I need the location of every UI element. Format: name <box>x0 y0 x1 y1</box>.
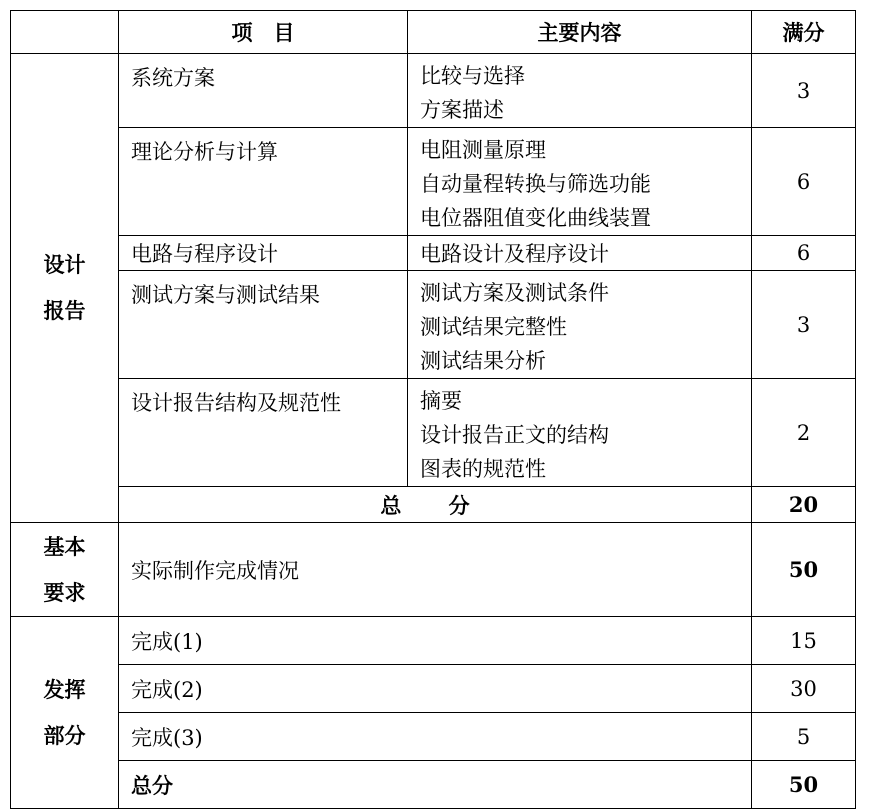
item-cell: 电路与程序设计 <box>119 236 408 271</box>
table-row <box>11 523 856 617</box>
content-line: 方案描述 <box>420 98 504 122</box>
category-extension <box>11 617 119 809</box>
score-cell: 3 <box>752 271 856 379</box>
score-cell: 6 <box>752 128 856 236</box>
score-cell: 30 <box>752 665 856 713</box>
content-cell <box>408 271 752 379</box>
category-line: 报告 <box>43 298 86 323</box>
content-line: 测试结果完整性 <box>420 315 567 339</box>
table-row <box>11 379 856 487</box>
header-content: 主要内容 <box>408 11 752 54</box>
header-item: 项 目 <box>119 11 408 54</box>
total-label: 总分 <box>119 761 752 809</box>
table-row <box>11 236 856 271</box>
score-cell: 50 <box>752 523 856 617</box>
item-cell: 完成(2) <box>119 665 752 713</box>
table-row <box>11 617 856 665</box>
table-row <box>11 54 856 128</box>
total-score: 50 <box>752 761 856 809</box>
item-cell: 完成(1) <box>119 617 752 665</box>
content-line: 图表的规范性 <box>420 457 546 481</box>
content-cell <box>408 379 752 487</box>
category-line: 基本 <box>43 533 86 559</box>
content-line: 电阻测量原理 <box>420 138 546 162</box>
total-row <box>11 487 856 523</box>
content-line: 摘要 <box>420 389 462 413</box>
category-design-report <box>11 54 119 523</box>
category-line: 设计 <box>43 252 86 277</box>
total-label: 总 分 <box>119 487 752 523</box>
content-cell: 电路设计及程序设计 <box>408 236 752 271</box>
item-cell: 设计报告结构及规范性 <box>119 379 408 487</box>
table-row <box>11 665 856 713</box>
score-cell: 3 <box>752 54 856 128</box>
score-cell: 2 <box>752 379 856 487</box>
total-score: 20 <box>752 487 856 523</box>
table-row <box>11 713 856 761</box>
category-line: 要求 <box>43 579 86 605</box>
header-blank <box>11 11 119 54</box>
content-cell <box>408 54 752 128</box>
table-row <box>11 271 856 379</box>
content-line: 测试结果分析 <box>420 349 546 373</box>
item-cell: 系统方案 <box>119 54 408 128</box>
item-cell: 实际制作完成情况 <box>119 523 752 617</box>
table-row <box>11 128 856 236</box>
content-cell <box>408 128 752 236</box>
content-line: 自动量程转换与筛选功能 <box>420 172 651 196</box>
category-basic <box>11 523 119 617</box>
content-line: 电位器阻值变化曲线装置 <box>420 206 651 230</box>
content-line: 设计报告正文的结构 <box>420 423 609 447</box>
header-full-score: 满分 <box>752 11 856 54</box>
content-line: 测试方案及测试条件 <box>420 281 609 305</box>
score-cell: 15 <box>752 617 856 665</box>
item-cell: 完成(3) <box>119 713 752 761</box>
total-row <box>11 761 856 809</box>
score-cell: 6 <box>752 236 856 271</box>
score-cell: 5 <box>752 713 856 761</box>
content-line: 比较与选择 <box>420 64 525 88</box>
header-row <box>11 11 856 54</box>
score-table <box>10 10 856 809</box>
category-line: 部分 <box>43 722 86 748</box>
item-cell: 测试方案与测试结果 <box>119 271 408 379</box>
category-line: 发挥 <box>43 676 86 702</box>
item-cell: 理论分析与计算 <box>119 128 408 236</box>
